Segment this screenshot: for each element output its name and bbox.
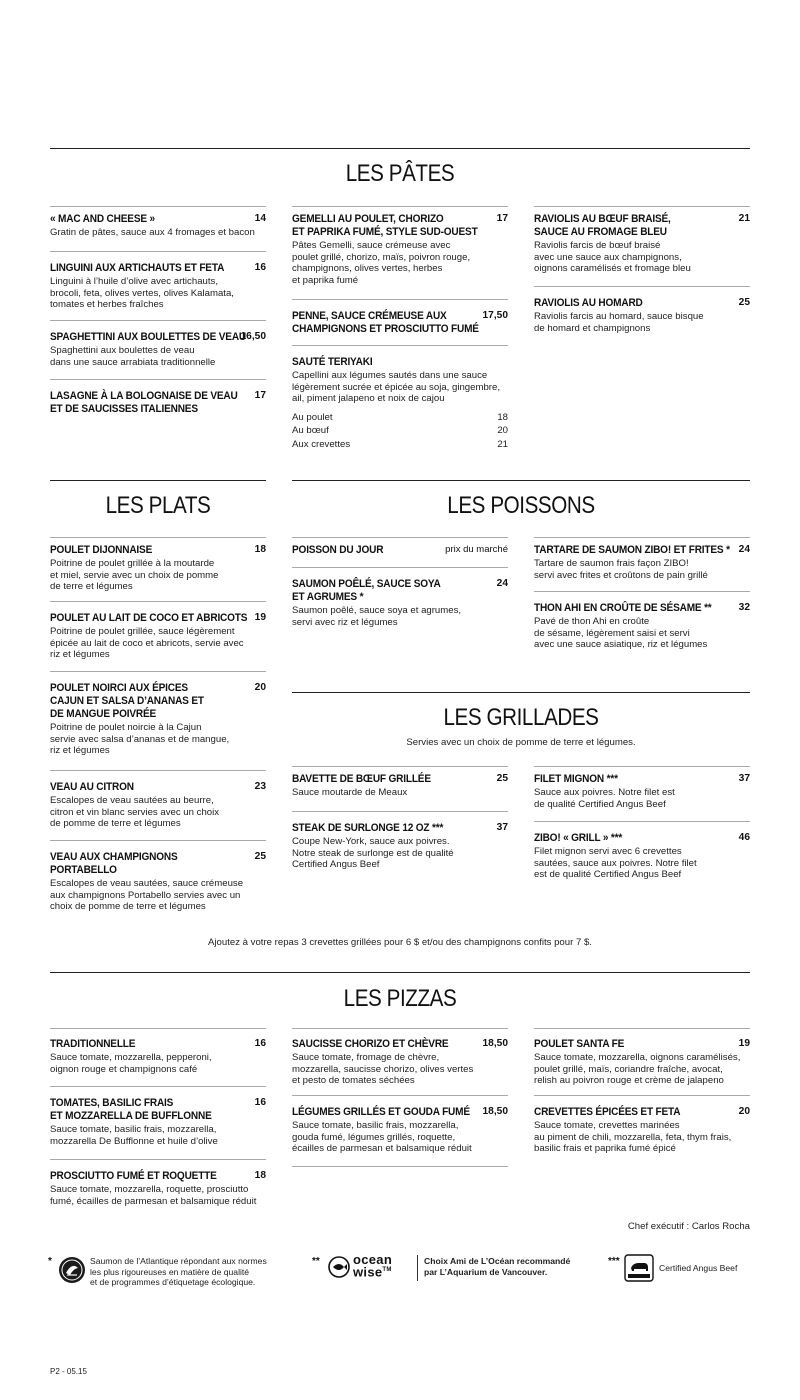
menu-item <box>534 1038 750 1087</box>
menu-item-price: 18,50 <box>482 1038 508 1049</box>
item-divider <box>50 840 266 841</box>
section-title-pates: LES PÂTES <box>345 160 455 187</box>
menu-item-name: SAUTÉ TERIYAKI <box>292 356 373 368</box>
item-divider <box>534 591 750 592</box>
menu-item-price: 17 <box>254 390 266 401</box>
variant-label: Aux crevettes <box>292 438 351 450</box>
menu-item-description: Sauce tomate, basilic frais, mozzarella, mozzarella De Bufflonne et huile d’olive <box>50 1124 218 1147</box>
menu-item-description: Gratin de pâtes, sauce aux 4 fromages et bacon <box>50 227 255 238</box>
page-code: P2 - 05.15 <box>50 1367 87 1376</box>
menu-item-name: LÉGUMES GRILLÉS ET GOUDA FUMÉ <box>292 1106 470 1118</box>
menu-item-name: PROSCIUTTO FUMÉ ET ROQUETTE <box>50 1170 217 1182</box>
menu-item-name: FILET MIGNON *** <box>534 773 618 785</box>
footnote-text-3: Certified Angus Beef <box>659 1263 738 1273</box>
variant-row <box>292 411 508 425</box>
ocean-wise-word-2: wise <box>353 1264 383 1280</box>
menu-item-price: 17,50 <box>482 310 508 321</box>
menu-item-name: VEAU AU CITRON <box>50 781 134 793</box>
section-title-plats: LES PLATS <box>105 492 211 519</box>
menu-item <box>534 297 750 334</box>
footnote-text-2: Choix Ami de L’Océan recommandé par L’Aquarium de Vancouver. <box>424 1256 571 1277</box>
menu-item <box>534 1106 750 1155</box>
menu-item-price: 25 <box>738 297 750 308</box>
menu-item-description: Filet mignon servi avec 6 crevettes sautées, sauce aux poivres. Notre filet est de qualité Certified Angus Beef <box>534 846 697 880</box>
menu-item <box>534 213 750 275</box>
footnote-star-3: *** <box>608 1256 620 1267</box>
menu-item-name: POISSON DU JOUR <box>292 544 384 556</box>
menu-item <box>292 1106 508 1155</box>
menu-item-description: Sauce tomate, crevettes marinées au piment de chili, mozzarella, feta, thym frais, basilic frais et paprika fumé épicé <box>534 1120 732 1154</box>
menu-item-price: 18 <box>254 544 266 555</box>
item-divider <box>292 206 508 207</box>
menu-item-price: 19 <box>738 1038 750 1049</box>
item-divider <box>50 1159 266 1160</box>
menu-item-price: 20 <box>738 1106 750 1117</box>
menu-item-description: Sauce tomate, mozzarella, oignons caramélisés, poulet grillé, maïs, coriandre fraîche, avocat, relish au poivron rouge et crème de jalapeno <box>534 1052 741 1086</box>
certified-angus-beef-icon <box>624 1254 654 1282</box>
menu-item <box>534 832 750 881</box>
menu-item-name: « MAC AND CHEESE » <box>50 213 155 225</box>
footnote-text-1: Saumon de l’Atlantique répondant aux normes les plus rigoureuses en matière de qualité et de programmes d’étiquetage écologique. <box>90 1256 267 1287</box>
menu-item-price: 16 <box>254 1038 266 1049</box>
menu-item-description: Escalopes de veau sautées, sauce crémeuse aux champignons Portabello servies avec un choix de pomme de terre et légumes <box>50 878 244 912</box>
menu-item-price: 37 <box>738 773 750 784</box>
menu-item <box>292 213 508 286</box>
menu-item <box>292 773 508 799</box>
menu-item-description: Coupe New-York, sauce aux poivres. Notre steak de surlonge est de qualité Certified Angus Beef <box>292 836 454 870</box>
item-divider <box>292 567 508 568</box>
menu-item-price: 46 <box>738 832 750 843</box>
menu-item-price: 25 <box>254 851 266 862</box>
menu-item-description: Linguini à l’huile d’olive avec artichauts, brocoli, feta, olives vertes, olives Kalamata, tomates et herbes fraîches <box>50 276 234 310</box>
menu-item-price: 24 <box>496 578 508 589</box>
menu-item <box>292 310 508 336</box>
plats-rule <box>50 480 266 481</box>
menu-item-description: Poitrine de poulet grillée à la moutarde et miel, servie avec un choix de pomme de terre et légumes <box>50 558 219 592</box>
item-divider <box>292 1166 508 1167</box>
item-divider <box>50 601 266 602</box>
menu-item <box>534 544 750 581</box>
menu-item <box>50 331 266 368</box>
item-divider <box>50 1028 266 1029</box>
menu-item-price: 14 <box>254 213 266 224</box>
ocean-wise-divider <box>417 1255 418 1281</box>
item-divider <box>292 299 508 300</box>
menu-item-price: 21 <box>738 213 750 224</box>
menu-item-description: Tartare de saumon frais façon ZIBO! servi avec frites et croûtons de pain grillé <box>534 558 708 581</box>
footnote-star-1: * <box>48 1256 52 1267</box>
menu-item-name: LINGUINI AUX ARTICHAUTS ET FETA <box>50 262 225 274</box>
menu-item <box>50 390 266 416</box>
grillades-rule <box>292 692 750 693</box>
menu-item-price: 37 <box>496 822 508 833</box>
menu-item-description: Poitrine de poulet grillée, sauce légèrement épicée au lait de coco et abricots, servie avec riz et légumes <box>50 626 244 660</box>
menu-item-price: prix du marché <box>445 544 508 555</box>
menu-item-description: Pâtes Gemelli, sauce crémeuse avec poulet grillé, chorizo, maïs, poivron rouge, champignons, olives vertes, herbes et paprika fumé <box>292 240 471 286</box>
menu-item <box>50 682 266 757</box>
menu-item-name: TOMATES, BASILIC FRAIS ET MOZZARELLA DE BUFFLONNE <box>50 1097 212 1122</box>
menu-item-name: SPAGHETTINI AUX BOULETTES DE VEAU <box>50 331 247 343</box>
menu-item-price: 23 <box>254 781 266 792</box>
poissons-rule <box>292 480 750 481</box>
menu-item-price: 18,50 <box>482 1106 508 1117</box>
item-divider <box>534 206 750 207</box>
menu-item <box>50 851 266 913</box>
menu-item-name: POULET DIJONNAISE <box>50 544 153 556</box>
item-divider <box>50 251 266 252</box>
item-divider <box>534 1028 750 1029</box>
menu-item-name: POULET AU LAIT DE COCO ET ABRICOTS <box>50 612 248 624</box>
menu-item-name: SAUMON POÊLÉ, SAUCE SOYA ET AGRUMES * <box>292 578 441 603</box>
ocean-wise-logo <box>353 1252 393 1280</box>
menu-item <box>50 1170 266 1207</box>
menu-item-name: SAUCISSE CHORIZO ET CHÈVRE <box>292 1038 449 1050</box>
menu-item-description: Escalopes de veau sautées au beurre, citron et vin blanc servies avec un choix de pomme de terre et légumes <box>50 795 220 829</box>
item-divider <box>50 671 266 672</box>
menu-item <box>292 578 508 628</box>
menu-item <box>50 262 266 311</box>
menu-item-description: Sauce aux poivres. Notre filet est de qualité Certified Angus Beef <box>534 787 675 810</box>
section-title-poissons: LES POISSONS <box>447 492 595 519</box>
menu-item <box>50 612 266 661</box>
eco-certification-icon <box>58 1256 86 1284</box>
item-divider <box>50 770 266 771</box>
menu-item-description: Pavé de thon Ahi en croûte de sésame, légèrement saisi et servi avec une sauce asiatique, riz et légumes <box>534 616 708 650</box>
menu-item-price: 19 <box>254 612 266 623</box>
menu-item <box>292 544 508 557</box>
menu-item <box>534 602 750 651</box>
menu-item <box>292 356 508 451</box>
section-title-pizzas: LES PIZZAS <box>343 985 457 1012</box>
menu-item-price: 18 <box>254 1170 266 1181</box>
menu-item-name: POULET NOIRCI AUX ÉPICES CAJUN ET SALSA D’ANANAS ET DE MANGUE POIVRÉE <box>50 682 204 720</box>
ocean-wise-tm: TM <box>382 1267 392 1273</box>
item-divider <box>292 1095 508 1096</box>
variant-price: 20 <box>497 425 508 436</box>
variant-price: 21 <box>497 438 508 450</box>
menu-item-description: Sauce tomate, mozzarella, pepperoni, oignon rouge et champignons café <box>50 1052 212 1075</box>
menu-item-name: GEMELLI AU POULET, CHORIZO ET PAPRIKA FUMÉ, STYLE SUD-OUEST <box>292 213 478 238</box>
menu-item-price: 20 <box>254 682 266 693</box>
item-divider <box>50 379 266 380</box>
variant-row <box>292 438 508 452</box>
item-divider <box>534 766 750 767</box>
menu-item <box>50 544 266 593</box>
item-divider <box>50 1086 266 1087</box>
extras-note: Ajoutez à votre repas 3 crevettes grillées pour 6 $ et/ou des champignons confits pour 7 $. <box>208 937 592 948</box>
variant-label: Au bœuf <box>292 425 329 436</box>
pizzas-rule <box>50 972 750 973</box>
chef-credit: Chef exécutif : Carlos Rocha <box>627 1221 750 1232</box>
item-divider <box>292 811 508 812</box>
item-divider <box>50 320 266 321</box>
item-divider <box>50 206 266 207</box>
menu-item-name: STEAK DE SURLONGE 12 OZ *** <box>292 822 444 834</box>
item-divider <box>534 1095 750 1096</box>
menu-item-name: TARTARE DE SAUMON ZIBO! ET FRITES * <box>534 544 730 556</box>
menu-item-name: TRADITIONNELLE <box>50 1038 136 1050</box>
menu-item-name: ZIBO! « GRILL » *** <box>534 832 623 844</box>
menu-item <box>50 1038 266 1075</box>
menu-item-description: Spaghettini aux boulettes de veau dans une sauce arrabiata traditionnelle <box>50 345 216 368</box>
ocean-wise-word-2-row <box>353 1264 392 1280</box>
menu-item <box>534 773 750 810</box>
menu-item-name: LASAGNE À LA BOLOGNAISE DE VEAU ET DE SAUCISSES ITALIENNES <box>50 390 238 415</box>
item-divider <box>292 537 508 538</box>
menu-item-name: BAVETTE DE BŒUF GRILLÉE <box>292 773 431 785</box>
menu-item-description: Sauce tomate, fromage de chèvre, mozzarella, saucisse chorizo, olives vertes et pesto de tomates séchées <box>292 1052 474 1086</box>
menu-item-description: Sauce tomate, mozzarella, roquette, prosciutto fumé, écailles de parmesan et balsamique réduit <box>50 1184 257 1207</box>
menu-item <box>292 1038 508 1087</box>
menu-item-description: Poitrine de poulet noircie à la Cajun servie avec salsa d’ananas et de mangue, riz et légumes <box>50 722 230 756</box>
footnote-star-2: ** <box>312 1256 320 1267</box>
menu-item-price: 25 <box>496 773 508 784</box>
menu-item-name: PENNE, SAUCE CRÉMEUSE AUX CHAMPIGNONS ET PROSCIUTTO FUMÉ <box>292 310 479 335</box>
menu-item-name: RAVIOLIS AU HOMARD <box>534 297 643 309</box>
item-divider <box>534 286 750 287</box>
variant-label: Au poulet <box>292 411 333 423</box>
menu-item-name: VEAU AUX CHAMPIGNONS PORTABELLO <box>50 851 178 876</box>
menu-item <box>292 822 508 871</box>
menu-item <box>50 213 266 239</box>
ocean-wise-word-1: ocean <box>353 1252 393 1267</box>
variant-price: 18 <box>497 411 508 423</box>
section-title-grillades: LES GRILLADES <box>443 704 599 731</box>
menu-item-variants <box>292 411 508 452</box>
item-divider <box>292 1028 508 1029</box>
top-rule <box>50 148 750 149</box>
menu-item-description: Capellini aux légumes sautés dans une sauce légèrement sucrée et épicée au soja, gingembre, ail, piment jalapeno et noix de cajou <box>292 370 500 404</box>
ocean-wise-fish-icon <box>328 1256 350 1278</box>
menu-item-description: Raviolis farcis de bœuf braisé avec une sauce aux champignons, oignons caramélisés et fromage bleu <box>534 240 691 274</box>
menu-item-price: 16 <box>254 1097 266 1108</box>
menu-item <box>50 1097 266 1147</box>
item-divider <box>534 537 750 538</box>
menu-item-description: Raviolis farcis au homard, sauce bisque de homard et champignons <box>534 311 704 334</box>
menu-item-name: POULET SANTA FE <box>534 1038 625 1050</box>
item-divider <box>534 821 750 822</box>
menu-item-price: 16,50 <box>240 331 266 342</box>
menu-item-price: 32 <box>738 602 750 613</box>
menu-item-price: 17 <box>496 213 508 224</box>
grillades-subtitle: Servies avec un choix de pomme de terre et légumes. <box>406 737 636 748</box>
menu-item-price: 24 <box>738 544 750 555</box>
menu-item-description: Saumon poêlé, sauce soya et agrumes, servi avec riz et légumes <box>292 605 462 628</box>
menu-item-description: Sauce tomate, basilic frais, mozzarella, gouda fumé, légumes grillés, roquette, écailles de parmesan et balsamique réduit <box>292 1120 472 1154</box>
item-divider <box>292 766 508 767</box>
menu-item-name: CREVETTES ÉPICÉES ET FETA <box>534 1106 681 1118</box>
menu-item <box>50 781 266 830</box>
item-divider <box>50 537 266 538</box>
menu-item-name: THON AHI EN CROÛTE DE SÉSAME ** <box>534 602 712 614</box>
menu-item-price: 16 <box>254 262 266 273</box>
menu-item-description: Sauce moutarde de Meaux <box>292 787 408 798</box>
menu-item-name: RAVIOLIS AU BŒUF BRAISÉ, SAUCE AU FROMAGE BLEU <box>534 213 671 238</box>
item-divider <box>292 345 508 346</box>
variant-row <box>292 424 508 438</box>
